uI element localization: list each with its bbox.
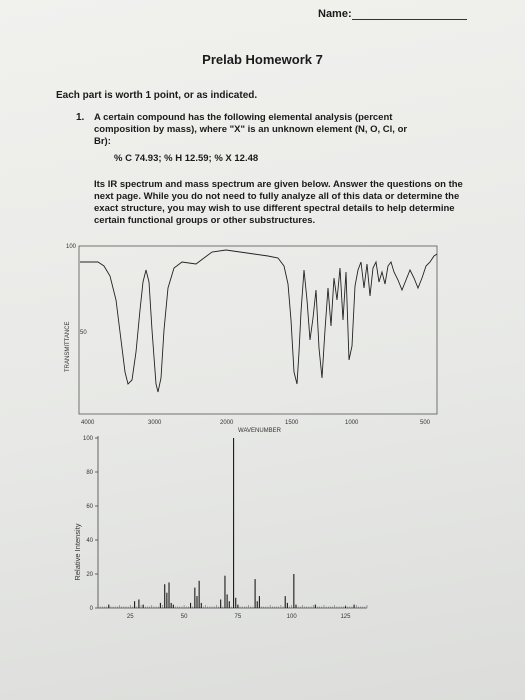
question-number: 1. bbox=[76, 112, 85, 123]
ms-y-axis-label: Relative Intensity bbox=[73, 523, 82, 581]
ir-x-tick: 4000 bbox=[81, 420, 95, 426]
ms-x-tick-label: 125 bbox=[340, 614, 351, 620]
page-title: Prelab Homework 7 bbox=[202, 52, 323, 67]
intro-text: Each part is worth 1 point, or as indicated. bbox=[56, 90, 258, 101]
ms-y-tick-label: 100 bbox=[82, 436, 93, 442]
ir-x-tick: 1500 bbox=[285, 420, 299, 426]
ir-x-ticks bbox=[81, 420, 431, 434]
ir-y-mid-label: 50 bbox=[80, 330, 87, 336]
ms-x-tick-label: 25 bbox=[126, 614, 134, 620]
ms-x-tick-label: 100 bbox=[286, 614, 297, 620]
ms-peaks bbox=[109, 438, 354, 608]
ms-y-tick-label: 0 bbox=[89, 606, 93, 612]
ms-y-tick-label: 60 bbox=[86, 504, 93, 510]
ir-x-tick: 3000 bbox=[148, 420, 162, 426]
ms-x-tick-label: 50 bbox=[180, 614, 188, 620]
ms-y-tick-label: 80 bbox=[86, 470, 93, 476]
elemental-composition: % C 74.93; % H 12.59; % X 12.48 bbox=[114, 153, 259, 164]
question-text: A certain compound has the following elemental analysis (percent composition by mass), where "X" is an unknown element (N, O, Cl, or Br): bbox=[94, 112, 408, 147]
ms-y-tick-label: 20 bbox=[86, 572, 93, 578]
ir-x-tick: 1000 bbox=[345, 420, 359, 426]
ms-x-ticks bbox=[98, 605, 367, 620]
ir-y-axis-label: TRANSMITTANCE bbox=[65, 321, 71, 372]
name-blank-line[interactable] bbox=[352, 19, 467, 20]
ir-x-axis-label: WAVENUMBER bbox=[238, 428, 282, 434]
ir-trace bbox=[80, 250, 437, 392]
ir-y-top-label: 100 bbox=[66, 244, 77, 250]
ms-y-ticks bbox=[83, 436, 98, 612]
ir-frame bbox=[79, 246, 437, 414]
ir-x-tick: 2000 bbox=[220, 420, 234, 426]
name-label: Name: bbox=[318, 8, 352, 20]
ms-y-tick-label: 40 bbox=[86, 538, 93, 544]
ir-x-tick: 500 bbox=[420, 420, 431, 426]
ms-x-tick-label: 75 bbox=[234, 614, 242, 620]
spectra-instructions: Its IR spectrum and mass spectrum are given below. Answer the questions on the next page. While you do not need to fully analyze all of this data or determine the exact structure, you may wish to use different spectral details to help determine certain functional groups or other substructures. bbox=[94, 179, 463, 226]
